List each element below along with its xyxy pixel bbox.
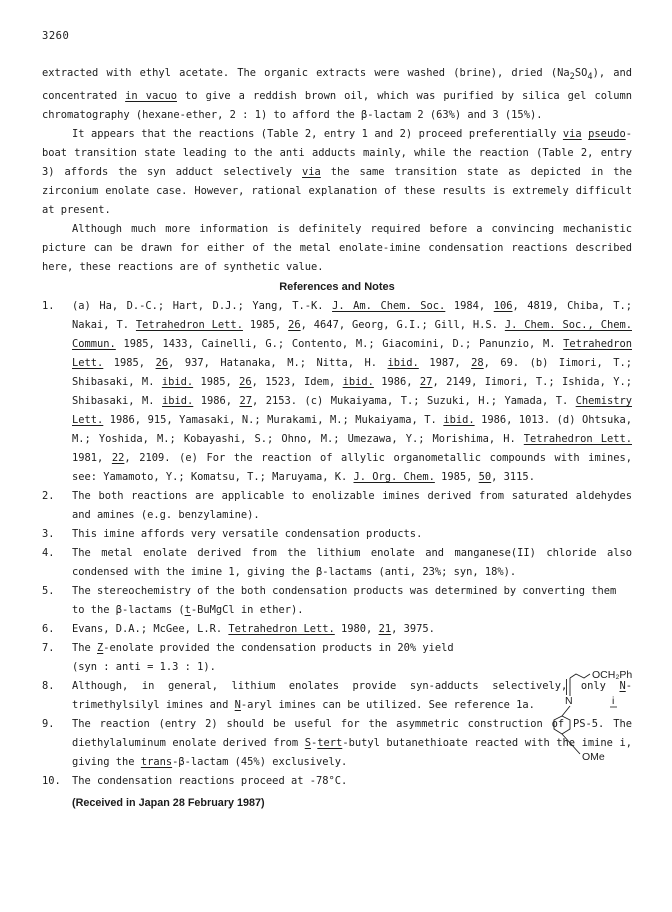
underlined-text: J. Org. Chem. [353,471,435,484]
text-run: extracted with ethyl acetate. The organic extracts were washed (brine), dried (Na [42,67,570,79]
text-run: ), and concentrated [42,67,632,103]
text-run: -β-lactam (45%) exclusively. [172,756,348,769]
underlined-text: 28 [471,357,484,370]
text-run: , 2109. (e) For the reaction of allylic organometallic compounds with imines, see: Yamamoto, Y.; Komatsu, T.; Maruyama, K. [72,452,632,484]
underlined-text: Tetrahedron Lett. [135,319,243,332]
text-run: to give a reddish brown oil, which was purified by silica gel column chromatography (hexane-ether, 2 : 1) to afford the β-lactam 2 (63%) and 3 (15%). [42,90,632,122]
reference-item [42,620,632,639]
reference-item [42,582,632,620]
reference-number: 3. [42,528,55,541]
text-run: 1985, [103,357,156,370]
text-run: , 937, Hatanaka, M.; Nitta, H. [168,357,388,370]
text-run: , 4647, Georg, G.I.; Gill, H.S. [300,319,505,332]
reference-text [72,772,632,791]
underlined-text: Tetrahedron Lett. [523,433,632,446]
reference-text [72,582,632,620]
underlined-text: 26 [155,357,169,370]
text-run: , 2149, Iimori, T.; Ishida, Y.; Shibasaki, M. [72,376,632,408]
text-run: 1986, 1013. (d) Ohtsuka, M.; Yoshida, M.; Kobayashi, S.; Ohno, M.; Umezawa, Y.; Morishima, H. [72,414,632,446]
text-run: The metal enolate derived from the lithium enolate and manganese(II) chloride also condensed with the imine 1, giving the β-lactams (anti, 23%; syn, 18%). [72,547,632,579]
reference-item [42,297,632,487]
text-run: 1986, 915, Yamasaki, N.; Murakami, M.; Mukaiyama, T. [103,414,444,427]
body-paragraph [42,64,632,125]
underlined-text: ibid. [387,357,419,370]
text-run: Evans, D.A.; McGee, L.R. [72,623,229,636]
text-run: 1987, [418,357,472,370]
underlined-text: tert [317,737,343,750]
text-run: 1985, [242,319,289,332]
text-run: -butyl butanethioate reacted with the imine i, giving the [72,737,632,769]
text-run: 1985, [434,471,479,484]
text-run: the same transition state as depicted in the zirconium enolate case. However, rational explanation of these results is extremely difficult at present. [42,166,632,217]
underlined-text: via [562,128,582,141]
reference-text [72,544,632,582]
text-run: , 4819, Chiba, T.; Nakai, T. [72,300,632,332]
references-heading: References and Notes [279,281,395,294]
body-paragraph [42,125,632,220]
text-run: - [311,737,318,750]
reference-text [72,487,632,525]
text-run: 1986, [193,395,240,408]
reference-number: 5. [42,585,55,598]
underlined-text: 106 [493,300,513,313]
structure-bonds [554,674,590,754]
och2ph-label: OCH₂Ph [592,669,633,681]
underlined-text: 27 [239,395,253,408]
text-run: The condensation reactions proceed at -78°C. [72,775,348,788]
underlined-text: Tetrahedron Lett. [72,338,632,370]
underlined-text: ibid. [161,376,194,389]
text-run: -aryl imines can be utilized. See reference 1a. [240,699,535,712]
reference-number: 6. [42,623,55,636]
subscript: 4 [587,72,593,83]
text-run: 1980, [334,623,379,636]
underlined-text: Tetrahedron Lett. [228,623,335,636]
text-run: , 2153. (c) Mukaiyama, T.; Suzuki, H.; Yamada, T. [252,395,576,408]
reference-item [42,525,632,544]
text-run: This imine affords very versatile condensation products. [72,528,423,541]
text-run: 1986, [373,376,420,389]
reference-number: 4. [42,547,55,560]
text-run: -boat transition state leading to the anti adducts mainly, while the reaction (Table 2, entry 3) affords the syn adduct selectively [42,128,632,179]
underlined-text: Z [97,642,104,655]
underlined-text: ibid. [162,395,194,408]
reference-item [42,544,632,582]
underlined-text: N [619,680,626,693]
text-run: , 69. (b) Iimori, T.; Shibasaki, M. [72,357,632,389]
underlined-text: N [234,699,241,712]
underlined-text: t [184,604,191,617]
text-run: (syn : anti = 1.3 : 1). [72,661,216,674]
text-run: The reaction (entry 2) should be useful for the asymmetric construction of PS-5. The diethylaluminum enolate derived from [72,718,632,750]
text-run: The stereochemistry of the both condensation products was determined by converting them to the β-lactams ( [72,585,617,617]
compound-label: i [612,695,615,707]
reference-text [72,620,632,639]
underlined-text: 21 [378,623,392,636]
reference-item [42,772,632,791]
underlined-text: ibid. [443,414,475,427]
underlined-text: J. Am. Chem. Soc. [332,300,446,313]
underlined-text: pseudo [588,128,626,141]
text-run: 1984, [445,300,494,313]
ome-label: OMe [582,751,605,763]
text-run: Although much more information is definitely required before a convincing mechanistic picture can be drawn for either of the metal enolate-imine condensation reactions described here, these reactions are of synthetic value. [42,223,632,274]
underlined-text: via [302,166,321,179]
underlined-text: Chemistry Lett. [72,395,632,427]
underlined-text: 27 [419,376,433,389]
text-run: SO [574,67,588,79]
text-run: (a) Ha, D.-C.; Hart, D.J.; Yang, T.-K. [72,300,333,313]
imine-structure-svg [540,669,640,770]
underlined-text: ibid. [342,376,374,389]
text-run: Although, in general, lithium enolates provide syn-adducts selectively, only [72,680,620,693]
underlined-text: 50 [478,471,492,484]
reference-text [72,297,632,487]
text-run: 1981, [72,452,112,465]
reference-number: 9. [42,718,55,731]
page-number: 3260 [42,30,70,42]
underlined-text: 26 [288,319,301,332]
imine-structure-figure [540,669,640,770]
text-run: , 1523, Idem, [251,376,343,389]
reference-number: 1. [42,300,55,313]
subscript: 2 [569,72,575,83]
text-run: It appears that the reactions (Table 2, entry 1 and 2) proceed preferentially [72,128,563,141]
received-note: (Received in Japan 28 February 1987) [72,797,265,810]
text-run: -trimethylsilyl imines and [72,680,632,712]
reference-number: 2. [42,490,55,503]
text-run: , 3115. [491,471,535,484]
reference-number: 7. [42,642,55,655]
body-paragraph [42,220,632,277]
underlined-text: 26 [239,376,252,389]
text-run: , 3975. [391,623,435,636]
nitrogen-label: N [565,695,573,707]
underlined-text: J. Chem. Soc., Chem. Commun. [72,319,632,351]
text-run: The [72,642,98,655]
paragraphs [42,64,632,277]
text-run: The both reactions are applicable to enolizable imines derived from saturated aldehydes and amines (e.g. benzylamine). [72,490,632,522]
text-run: 1985, 1433, Cainelli, G.; Contento, M.; Giacomini, D.; Panunzio, M. [115,338,564,351]
underlined-text: S [304,737,312,750]
text-run: -BuMgCl in ether). [190,604,304,617]
reference-number: 8. [42,680,55,693]
reference-text [72,525,632,544]
text-run: 1985, [193,376,240,389]
underlined-text: trans [140,756,173,769]
underlined-text: 22 [111,452,125,465]
underlined-text: in vacuo [125,90,177,103]
reference-number: 10. [42,775,61,788]
text-run: -enolate provided the condensation products in 20% yield [103,642,454,655]
reference-item [42,487,632,525]
